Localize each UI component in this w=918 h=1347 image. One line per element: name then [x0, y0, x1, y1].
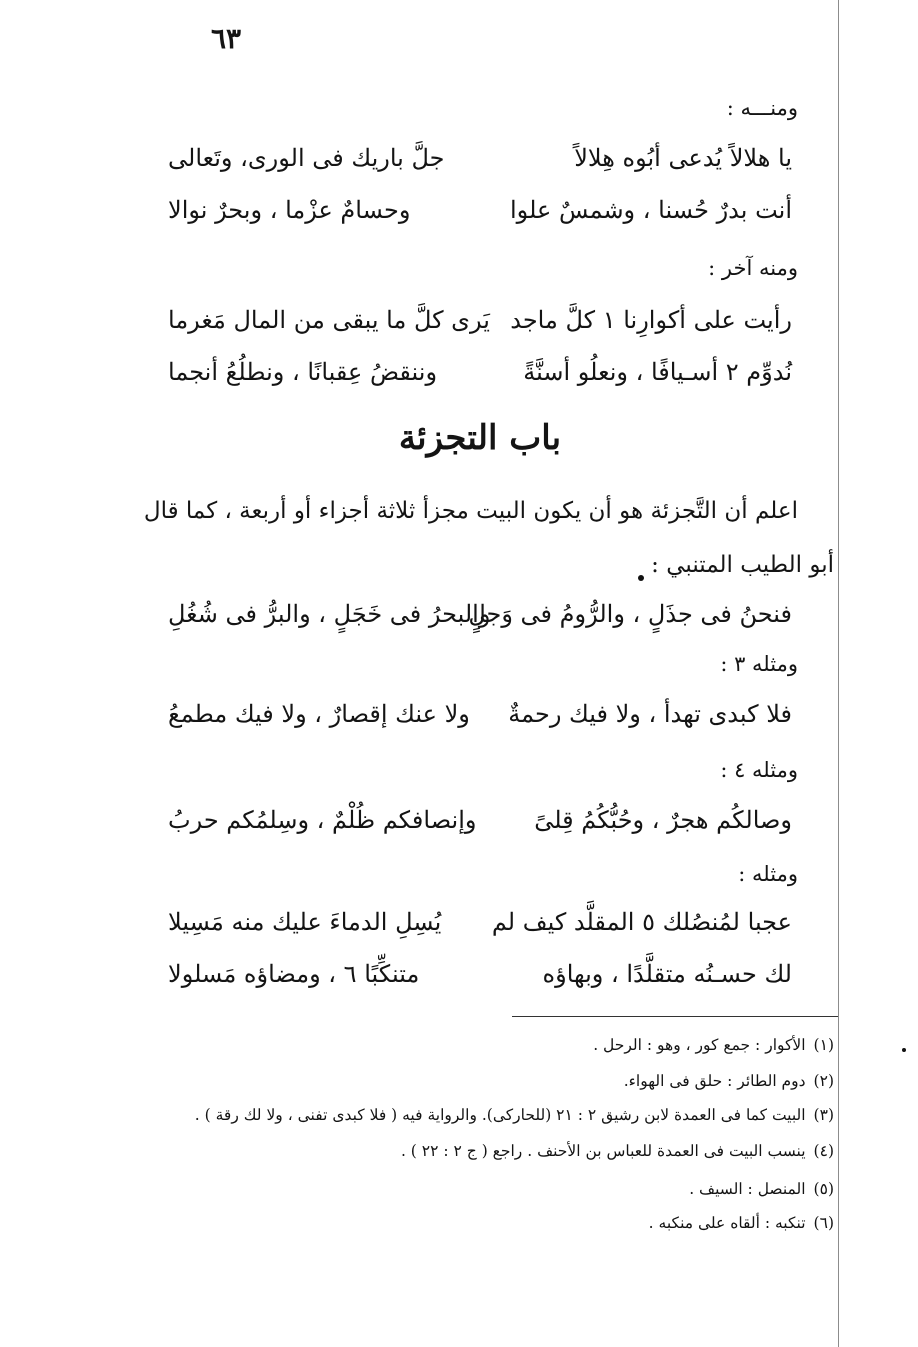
verse-line	[168, 700, 792, 740]
intro-paragraph-line: اعلم أن التَّجزئة هو أن يكون البيت مجزأ ثلاثة أجزاء أو أربعة ، كما قال	[143, 498, 798, 524]
verse-line	[168, 806, 792, 846]
verse-first-hemistich: وصالكُم هجرٌ ، وحُبُّكُمُ قِلىً	[534, 806, 792, 834]
verse-second-hemistich: ولا عنك إقصارٌ ، ولا فيك مطمعُ	[168, 700, 470, 728]
footnote-text: المنصل : السيف .	[689, 1180, 806, 1198]
footnote	[649, 1214, 834, 1232]
chapter-title: باب التجزئة	[398, 418, 562, 458]
footnote-separator	[512, 1016, 838, 1017]
footnote	[593, 1036, 834, 1054]
page-number: ٦٣	[210, 22, 242, 55]
verse-second-hemistich: يُسِلِ الدماءَ عليك منه مَسِيلا	[168, 908, 442, 936]
page-edge-rule	[838, 0, 839, 1347]
verse-first-hemistich: لك حسـنُه متقلَّدًا ، وبهاؤه	[542, 960, 792, 988]
footnote-number: (١)	[813, 1036, 834, 1054]
section-label: ومنـــه :	[726, 96, 798, 120]
example-label: ومثله ٣ :	[720, 652, 798, 676]
verse-first-hemistich: أنت بدرٌ حُسنا ، وشمسٌ علوا	[510, 196, 792, 224]
verse-first-hemistich: فنحنُ فى جذَلٍ ، والرُّومُ فى وَجلٍ	[468, 600, 792, 628]
verse-second-hemistich: متنكِّبًا ٦ ، ومضاؤه مَسلولا	[168, 960, 420, 988]
footnote	[195, 1106, 834, 1124]
footnote-number: (٣)	[813, 1106, 834, 1124]
verse-first-hemistich: نُدوِّم ٢ أسـيافًا ، ونعلُو أسنَّةً	[523, 358, 792, 386]
verse-second-hemistich: وننقضُ عِقبانًا ، ونطلُعُ أنجما	[168, 358, 438, 386]
verse-line	[168, 358, 792, 398]
verse-second-hemistich: وحسامٌ عزْما ، وبحرٌ نوالا	[168, 196, 411, 224]
footnote	[401, 1142, 834, 1160]
verse-second-hemistich: جلَّ باريك فى الورى، وتَعالى	[168, 144, 445, 172]
intro-paragraph-line: أبو الطيب المتنبي :	[651, 552, 834, 578]
verse-line	[168, 600, 792, 640]
footnote-text: دوم الطائر : حلق فى الهواء.	[623, 1072, 806, 1090]
example-label: ومثله :	[738, 862, 798, 886]
footnote	[624, 1072, 834, 1090]
verse-second-hemistich: وإنصافكم ظُلْمٌ ، وسِلمُكم حربُ	[168, 806, 477, 834]
verse-line	[168, 196, 792, 236]
verse-first-hemistich: عجبا لمُنصُلك ٥ المقلَّد كيف لم	[491, 908, 792, 936]
footnote-text: ينسب البيت فى العمدة للعباس بن الأحنف . راجع ( ج ٢ : ٢٢ ) .	[400, 1142, 806, 1160]
example-label: ومثله ٤ :	[720, 758, 798, 782]
verse-line	[168, 908, 792, 948]
verse-second-hemistich: والبحرُ فى خَجَلٍ ، والبرُّ فى شُغُلِ	[168, 600, 491, 628]
verse-second-hemistich: يَرى كلَّ ما يبقى من المال مَغرما	[168, 306, 490, 334]
footnote-number: (٥)	[813, 1180, 834, 1198]
footnote-text: تنكبه : ألقاه على منكبه .	[648, 1214, 806, 1232]
verse-first-hemistich: يا هلالاً يُدعى أبُوه هِلالاً	[574, 144, 792, 172]
footnote-text: الأكوار : جمع كور ، وهو : الرحل .	[593, 1036, 806, 1054]
verse-first-hemistich: فلا كبدى تهدأ ، ولا فيك رحمةٌ	[508, 700, 792, 728]
section-label: ومنه آخر :	[708, 256, 798, 280]
verse-line	[168, 144, 792, 184]
footnote-text: البيت كما فى العمدة لابن رشيق ٢ : ٢١ (للحاركى). والرواية فيه ( فلا كبدى تفنى ، ولا لك رقة ) .	[194, 1106, 806, 1124]
ink-dot	[638, 575, 644, 581]
footnote-number: (٦)	[813, 1214, 834, 1232]
ink-dot	[902, 1048, 906, 1052]
footnote-number: (٢)	[813, 1072, 834, 1090]
verse-line	[168, 306, 792, 346]
verse-first-hemistich: رأيت على أكوارِنا ١ كلَّ ماجد	[510, 306, 792, 334]
footnote	[689, 1180, 834, 1198]
verse-line	[168, 960, 792, 1000]
footnote-number: (٤)	[813, 1142, 834, 1160]
